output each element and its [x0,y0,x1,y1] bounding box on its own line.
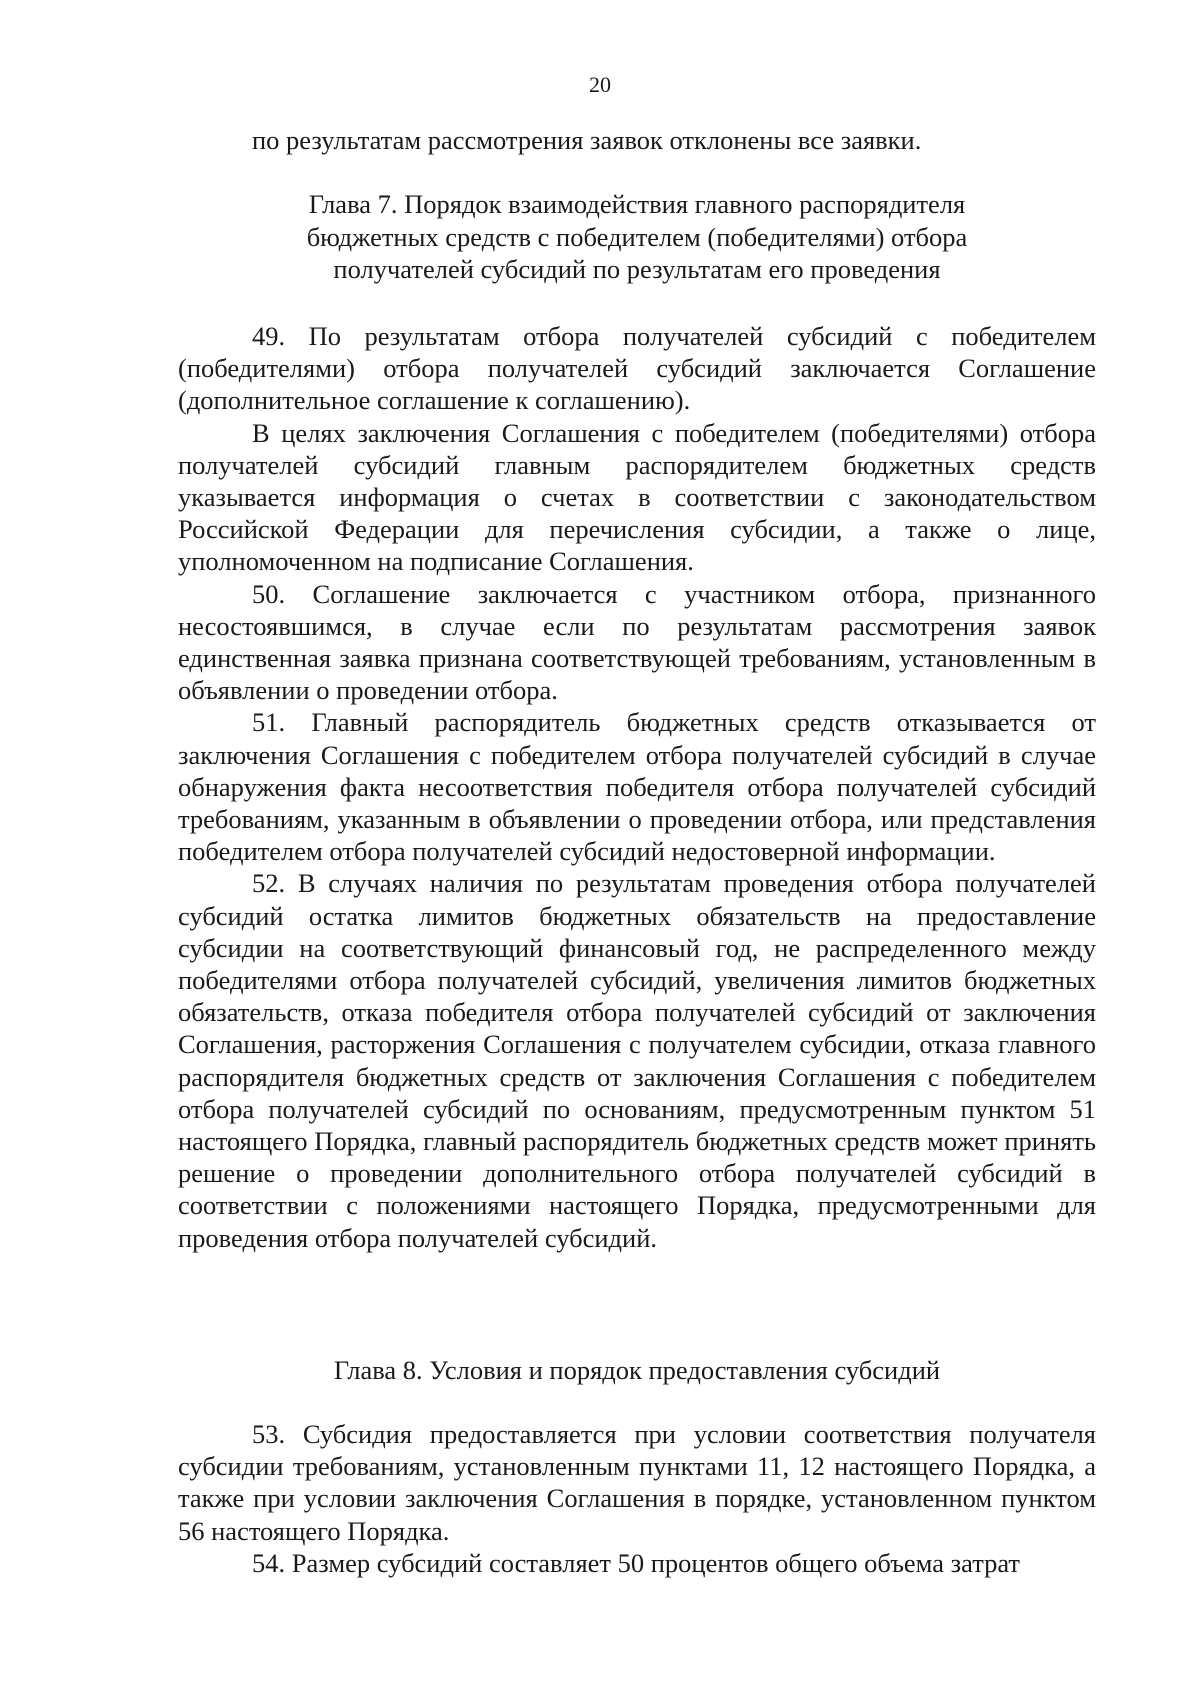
paragraph-51: 51. Главный распорядитель бюджетных средств отказывается от заключения Соглашения с победителем отбора получателей субсидий в случае обнаружения факта несоответствия победителя отбора получателей субсидий требованиям, указанным в объявлении о проведении отбора, или представления победителем отбора получателей субсидий недостоверной информации. [178,707,1096,867]
paragraph-54: 54. Размер субсидий составляет 50 процентов общего объема затрат [252,1547,1021,1578]
page-number: 20 [589,72,611,97]
chapter-8-heading: Глава 8. Условия и порядок предоставления субсидий [333,1355,941,1385]
continuation-line: по результатам рассмотрения заявок отклонены все заявки. [252,125,922,155]
chapter-7-body [178,320,1096,1254]
paragraph-49-continuation: В целях заключения Соглашения с победителем (победителями) отбора получателей субсидий главным распорядителем бюджетных средств указывается информация о счетах в соответствии с законодательством Российской Федерации для перечисления субсидии, а также о лице, уполномоченном на подписание Соглашения. [178,417,1096,577]
chapter-7-heading-line: бюджетных средств с победителем (победителями) отбора [306,221,968,252]
chapter-7-heading-line: Глава 7. Порядок взаимодействия главного распорядителя [308,189,966,219]
chapter-8-body [178,1418,1096,1579]
chapter-7-heading [178,188,1096,286]
paragraph-49: 49. По результатам отбора получателей субсидий с победителем (победителями) отбора получателей субсидий заключается Соглашение (дополнительное соглашение к соглашению). [178,321,1096,416]
paragraph-52: 52. В случаях наличия по результатам проведения отбора получателей субсидий остатка лимитов бюджетных обязательств на предоставление субсидии на соответствующий финансовый год, не распределенного между победителями отбора получателей субсидий, увеличения лимитов бюджетных обязательств, отказа победителя отбора получателей субсидий от заключения Соглашения, расторжения Соглашения с получателем субсидии, отказа главного распорядителя бюджетных средств от заключения Соглашения с победителем отбора получателей субсидий по основаниям, предусмотренным пунктом 51 настоящего Порядка, главный распорядитель бюджетных средств может принять решение о проведении дополнительного отбора получателей субсидий в соответствии с положениями настоящего Порядка, предусмотренными для проведения отбора получателей субсидий. [178,868,1096,1253]
paragraph-50: 50. Соглашение заключается с участником отбора, признанного несостоявшимся, в случае если по результатам рассмотрения заявок единственная заявка признана соответствующей требованиям, установленным в объявлении о проведении отбора. [178,578,1096,706]
paragraph-53: 53. Субсидия предоставляется при условии соответствия получателя субсидии требованиям, установленным пунктами 11, 12 настоящего Порядка, а также при условии заключения Соглашения в порядке, установленном пунктом 56 настоящего Порядка. [178,1419,1096,1546]
chapter-7-heading-line: получателей субсидий по результатам его проведения [333,254,941,284]
